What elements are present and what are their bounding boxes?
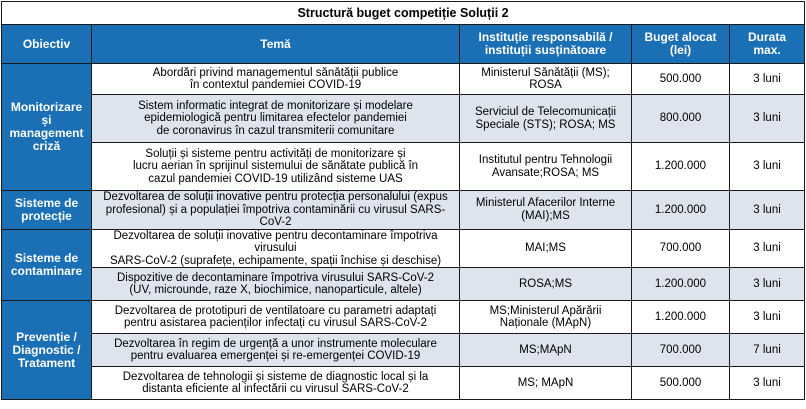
- theme-cell: Dezvoltarea de soluții inovative pentru protecția personalului (expus profesional) și a populației împotriva contaminării cu virusul SARS-CoV-2: [92, 191, 460, 230]
- objective-cell: Prevenție / Diagnostic / Tratament: [2, 301, 92, 400]
- header-institution: Instituție responsabilă / instituții susținătoare: [460, 25, 632, 64]
- theme-cell: Dispozitive de decontaminare împotriva virusului SARS-CoV-2 (UV, microunde, raze X, biochimice, nanoparticule, altele): [92, 268, 460, 301]
- table-title-row: [2, 2, 805, 25]
- duration-cell: 3 luni: [730, 301, 805, 334]
- table-row: [2, 367, 805, 400]
- objective-cell: Monitorizare și management criză: [2, 64, 92, 191]
- table-row: [2, 191, 805, 230]
- objective-cell: Sisteme de protecție: [2, 191, 92, 230]
- budget-cell: 500.000: [632, 64, 730, 95]
- budget-cell: 1.200.000: [632, 301, 730, 334]
- table-row: [2, 95, 805, 143]
- theme-cell: Dezvoltarea de prototipuri de ventilatoare cu parametri adaptați pentru asistarea pacienților infectați cu virusul SARS-CoV-2: [92, 301, 460, 334]
- header-budget: Buget alocat (lei): [632, 25, 730, 64]
- budget-table-wrapper: [1, 1, 804, 400]
- objective-cell: Sisteme de contaminare: [2, 229, 92, 301]
- table-row: [2, 64, 805, 95]
- institution-cell: Ministerul Afacerilor Interne (MAI);MS: [460, 191, 632, 230]
- budget-cell: 1.200.000: [632, 268, 730, 301]
- theme-cell: Abordări privind managementul sănătății publice în contextul pandemiei COVID-19: [92, 64, 460, 95]
- budget-cell: 700.000: [632, 229, 730, 268]
- duration-cell: 3 luni: [730, 143, 805, 191]
- theme-cell: Soluții și sisteme pentru activități de monitorizare și lucru aerian în sprijinul sistemului de sănătate publică în cazul pandemiei COVID-19 utilizând sisteme UAS: [92, 143, 460, 191]
- duration-cell: 3 luni: [730, 229, 805, 268]
- institution-cell: MS;MApN: [460, 334, 632, 367]
- budget-cell: 800.000: [632, 95, 730, 143]
- theme-cell: Dezvoltarea de soluții inovative pentru decontaminare împotriva virusului SARS-CoV-2 (suprafețe, echipamente, spații închise și deschise): [92, 229, 460, 268]
- institution-cell: Serviciul de Telecomunicații Speciale (STS); ROSA; MS: [460, 95, 632, 143]
- budget-table: [1, 1, 805, 400]
- table-row: [2, 334, 805, 367]
- duration-cell: 3 luni: [730, 191, 805, 230]
- table-title: Structură buget competiție Soluții 2: [2, 2, 805, 25]
- duration-cell: 3 luni: [730, 95, 805, 143]
- budget-cell: 1.200.000: [632, 143, 730, 191]
- theme-cell: Dezvoltarea de tehnologii și sisteme de diagnostic local și la distanta eficiente al infectării cu virusul SARS-CoV-2: [92, 367, 460, 400]
- institution-cell: MS;Ministerul Apărării Naționale (MApN): [460, 301, 632, 334]
- table-row: [2, 301, 805, 334]
- institution-cell: MS; MApN: [460, 367, 632, 400]
- duration-cell: 3 luni: [730, 268, 805, 301]
- theme-cell: Sistem informatic integrat de monitorizare și modelare epidemiologică pentru limitarea efectelor pandemiei de coronavirus în cazul transmiterii comunitare: [92, 95, 460, 143]
- duration-cell: 3 luni: [730, 367, 805, 400]
- budget-cell: 700.000: [632, 334, 730, 367]
- budget-cell: 1.200.000: [632, 191, 730, 230]
- institution-cell: Institutul pentru Tehnologii Avansate;ROSA; MS: [460, 143, 632, 191]
- header-theme: Temă: [92, 25, 460, 64]
- institution-cell: ROSA;MS: [460, 268, 632, 301]
- institution-cell: MAI;MS: [460, 229, 632, 268]
- header-duration: Durata max.: [730, 25, 805, 64]
- header-row: [2, 25, 805, 64]
- duration-cell: 3 luni: [730, 64, 805, 95]
- theme-cell: Dezvoltarea în regim de urgență a unor instrumente moleculare pentru evaluarea emergenței și re-emergenței COVID-19: [92, 334, 460, 367]
- table-row: [2, 268, 805, 301]
- table-row: [2, 143, 805, 191]
- table-row: [2, 229, 805, 268]
- duration-cell: 7 luni: [730, 334, 805, 367]
- budget-cell: 500.000: [632, 367, 730, 400]
- institution-cell: Ministerul Sănătății (MS); ROSA: [460, 64, 632, 95]
- header-objective: Obiectiv: [2, 25, 92, 64]
